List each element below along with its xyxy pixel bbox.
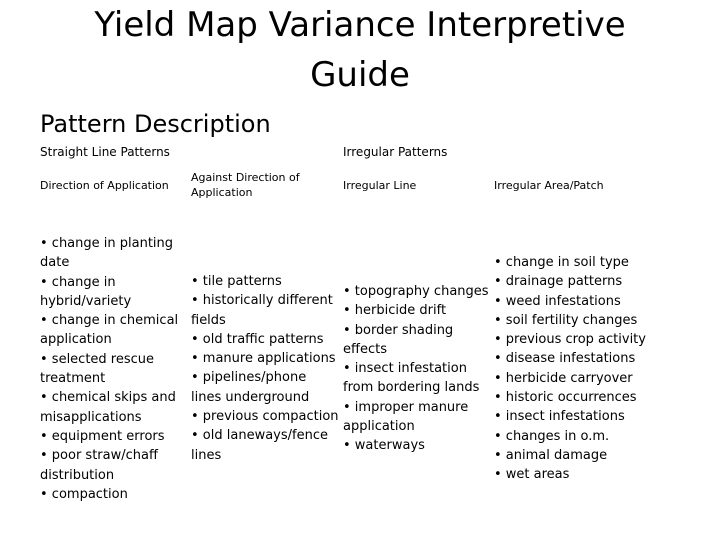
list-item: • wet areas	[494, 467, 570, 483]
list-item: • change in	[40, 274, 116, 290]
list-item: application	[40, 332, 112, 348]
subheader-against-line-2: Application	[191, 186, 253, 199]
list-item: • old traffic patterns	[191, 331, 324, 347]
list-item: date	[40, 255, 70, 271]
list-item: • selected rescue	[40, 351, 155, 367]
column-against-direction	[191, 272, 339, 465]
list-item: • manure applications	[191, 351, 336, 367]
list-item: application	[343, 419, 415, 435]
column-irregular-area	[494, 253, 646, 485]
subheader-against-line-1: Against Direction of	[191, 171, 300, 184]
column-direction-of-application	[40, 234, 178, 504]
section-heading: Pattern Description	[40, 110, 271, 138]
list-item: • equipment errors	[40, 428, 165, 444]
list-item: • compaction	[40, 486, 128, 502]
page-title	[0, 0, 720, 100]
list-item: • change in planting	[40, 236, 174, 251]
list-item: • previous compaction	[191, 409, 339, 425]
list-item: • soil fertility changes	[494, 312, 638, 328]
list-item: misapplications	[40, 409, 142, 425]
list-item: lines	[191, 447, 222, 463]
list-item: • insect infestation	[343, 361, 467, 377]
list-item: • change in soil type	[494, 255, 629, 270]
list-item: effects	[343, 341, 387, 357]
list-item: distribution	[40, 467, 115, 483]
list-item: • waterways	[343, 438, 425, 454]
list-item: • chemical skips and	[40, 390, 176, 406]
list-item: • disease infestations	[494, 351, 636, 367]
list-item: • animal damage	[494, 447, 608, 463]
list-item: • drainage patterns	[494, 274, 623, 290]
list-item: • border shading	[343, 322, 454, 338]
subheader-direction: Direction of Application	[40, 179, 169, 192]
list-item: from bordering lands	[343, 380, 480, 396]
list-item: hybrid/variety	[40, 293, 132, 309]
list-item: • herbicide drift	[343, 303, 447, 319]
list-item: • weed infestations	[494, 293, 621, 309]
list-item: • topography changes	[343, 284, 489, 299]
list-item: • tile patterns	[191, 274, 282, 289]
header-straight-line: Straight Line Patterns	[40, 145, 170, 159]
list-item: • historically different	[191, 293, 333, 309]
subheader-irregular-line: Irregular Line	[343, 179, 417, 192]
list-item: treatment	[40, 371, 106, 387]
list-item: • changes in o.m.	[494, 428, 610, 444]
list-item: lines underground	[191, 389, 310, 405]
list-item: • historic occurrences	[494, 390, 637, 406]
title-line-2: Guide	[310, 55, 410, 95]
list-item: fields	[191, 312, 226, 328]
subheader-against	[191, 170, 300, 200]
header-irregular: Irregular Patterns	[343, 145, 448, 159]
list-item: • old laneways/fence	[191, 428, 328, 444]
list-item: • poor straw/chaff	[40, 448, 158, 464]
list-item: • previous crop activity	[494, 332, 646, 348]
list-item: • pipelines/phone	[191, 370, 307, 386]
column-irregular-line	[343, 282, 489, 456]
subheader-irregular-area: Irregular Area/Patch	[494, 179, 604, 192]
title-line-1: Yield Map Variance Interpretive	[94, 5, 626, 45]
list-item: • change in chemical	[40, 313, 179, 329]
list-item: • insect infestations	[494, 409, 625, 425]
list-item: • improper manure	[343, 399, 469, 415]
list-item: • herbicide carryover	[494, 370, 633, 386]
